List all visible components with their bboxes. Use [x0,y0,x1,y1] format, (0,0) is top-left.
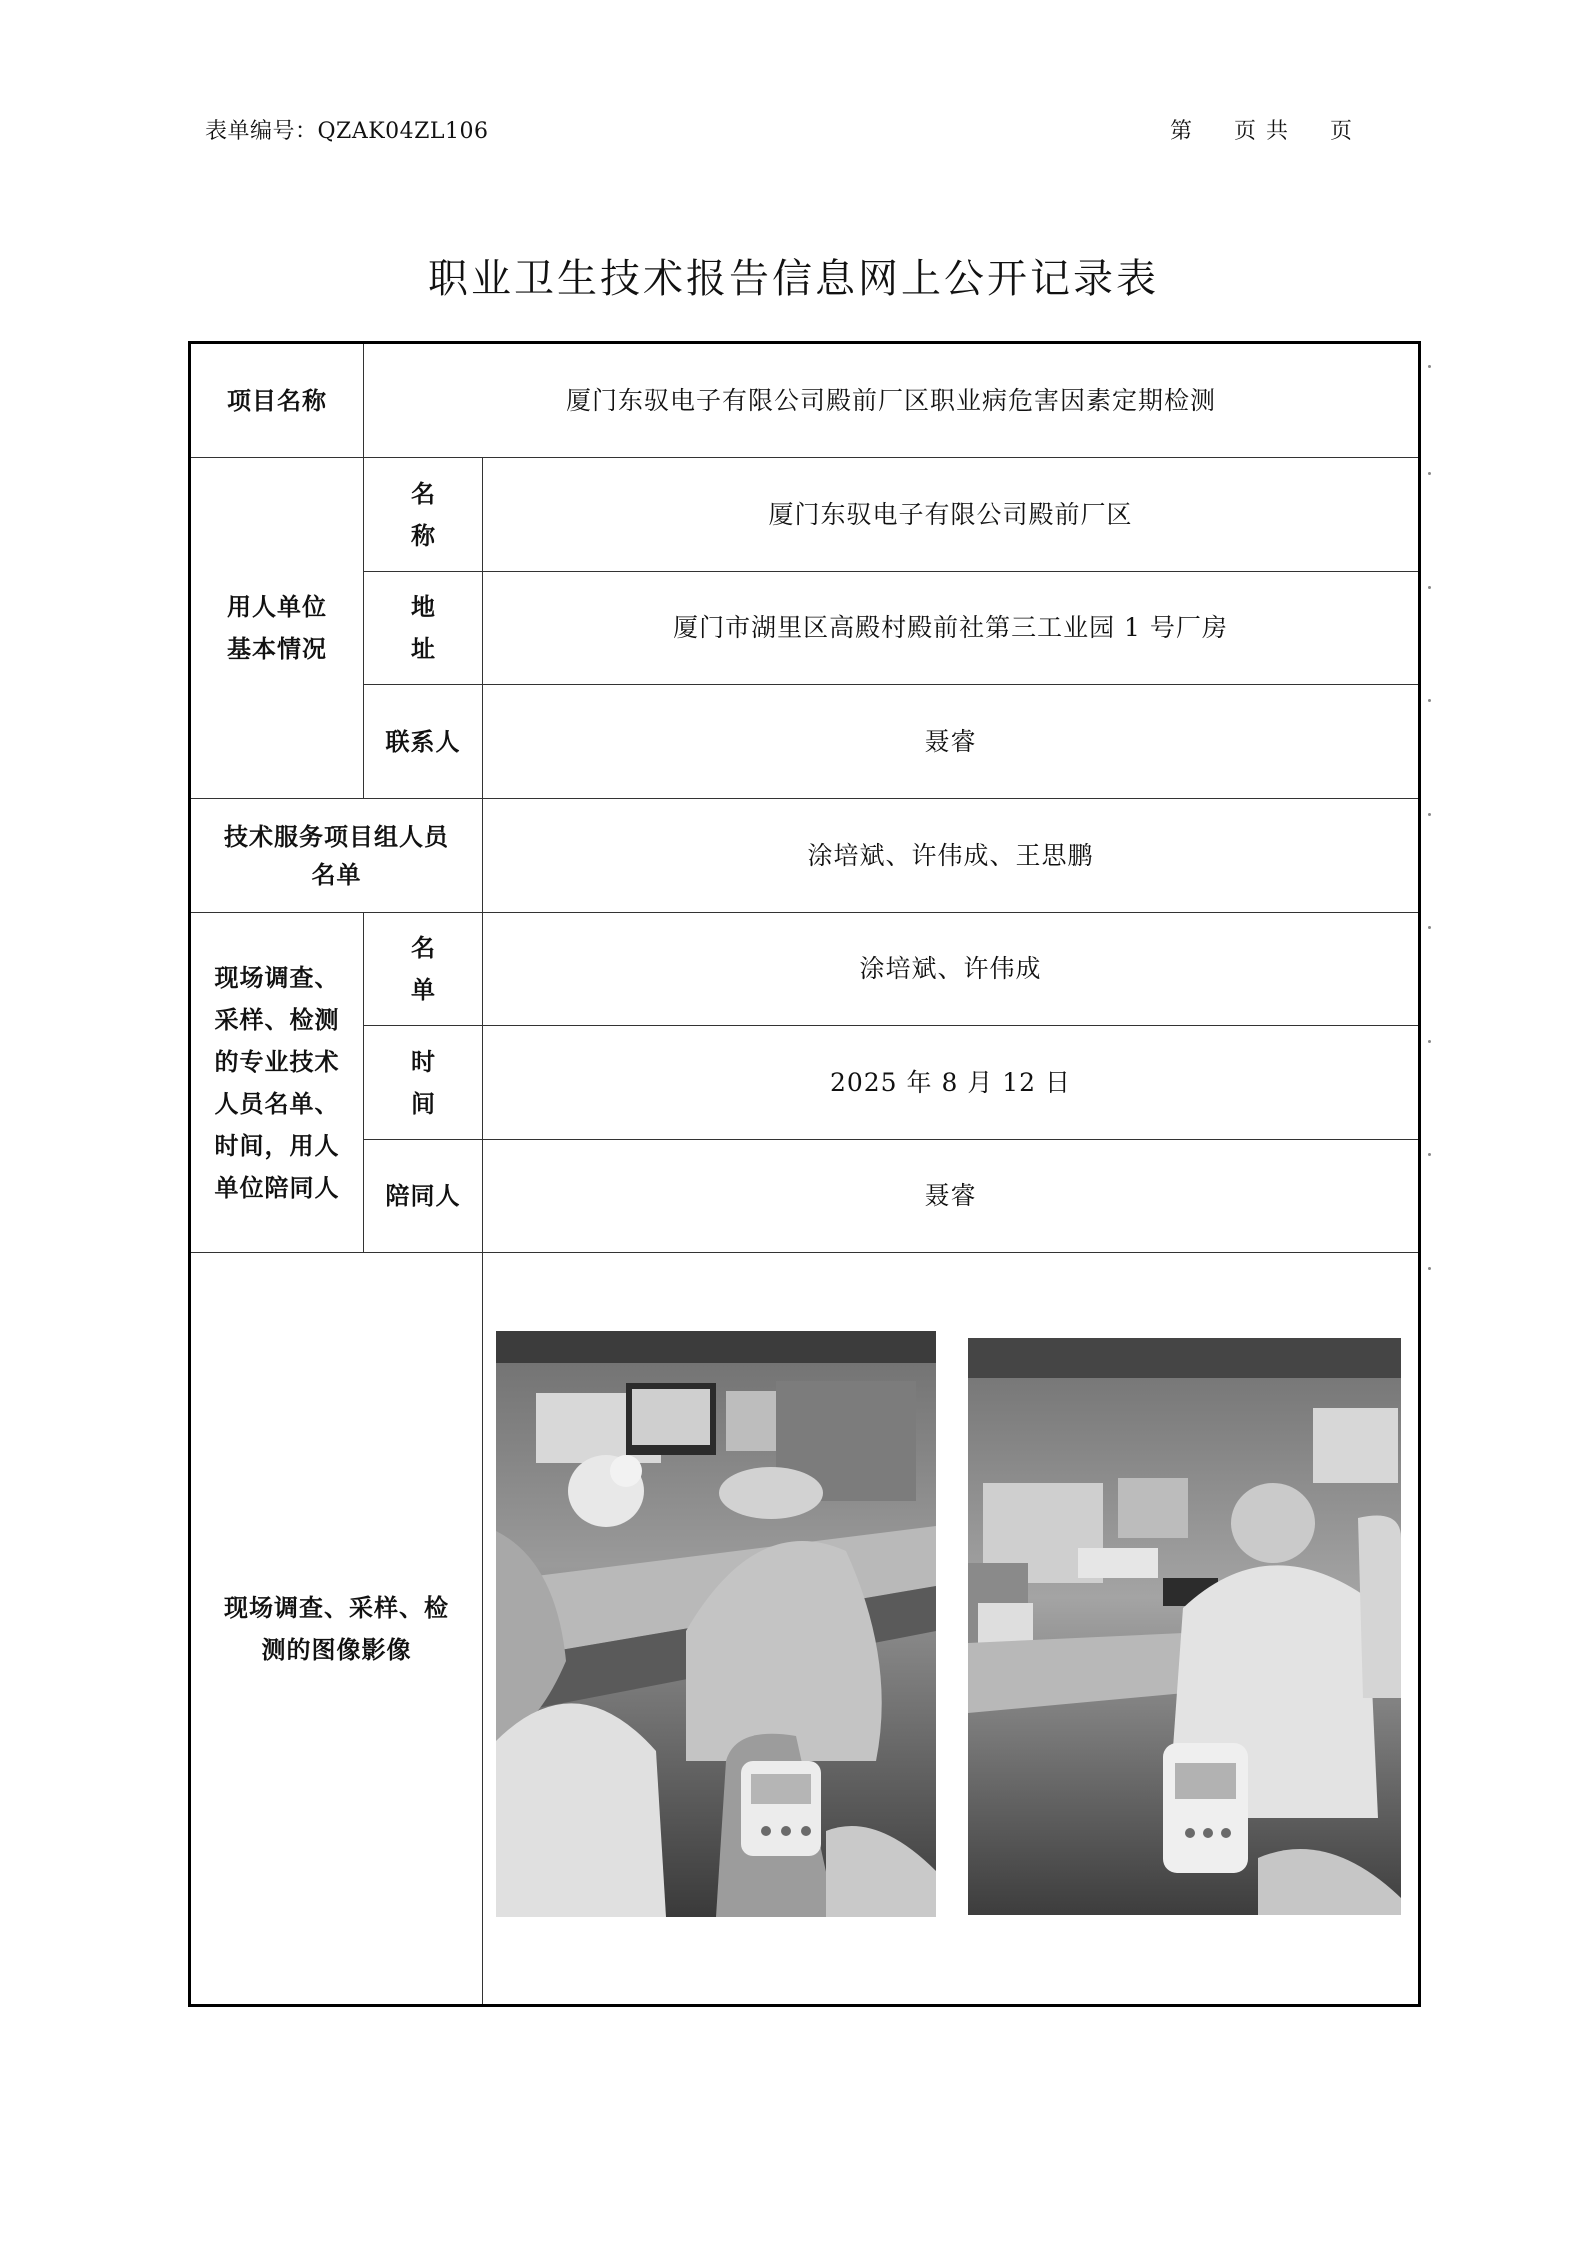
survey-time-label [364,1026,482,1139]
employer-name-value: 厦门东驭电子有限公司殿前厂区 [768,499,1133,529]
survey-group-label-line: 单位陪同人 [214,1173,340,1202]
project-name-value: 厦门东驭电子有限公司殿前厂区职业病危害因素定期检测 [565,385,1216,415]
images-label-line: 现场调查、采样、检 [224,1593,449,1622]
employer-contact-value: 聂睿 [924,726,977,756]
survey-group-label-line: 采样、检测 [214,1005,340,1034]
survey-group-label-line: 人员名单、 [214,1089,340,1118]
survey-list-label-text: 名单 [411,934,463,1004]
team-value: 涂培斌、许伟成、王思鹏 [807,840,1094,870]
survey-group-label [191,913,363,1252]
survey-escort-label: 陪同人 [385,1182,461,1210]
survey-time-value: 2025 年 8 月 12 日 [829,1067,1072,1097]
images-label [191,1253,482,2004]
survey-escort-value: 聂睿 [924,1181,977,1210]
page-counter [1170,114,1352,145]
production-line-photo-icon [496,1331,936,1917]
page-word: 共 [1266,119,1289,144]
team-label [191,799,482,912]
survey-list-label [364,913,482,1025]
survey-list-value: 涂培斌、许伟成 [859,954,1042,983]
employer-address-value: 厦门市湖里区高殿村殿前社第三工业园 1 号厂房 [673,613,1228,642]
survey-group-label-line: 现场调查、 [214,963,340,992]
form-number: 表单编号：QZAK04ZL106 [205,119,489,144]
survey-group-label-line: 时间，用人 [214,1131,340,1160]
employer-name-label-text: 名称 [411,479,463,550]
survey-group-label-line: 的专业技术 [214,1047,340,1076]
employer-contact-label: 联系人 [385,727,461,756]
page-title: 职业卫生技术报告信息网上公开记录表 [428,256,1159,302]
record-table [188,341,1421,2007]
project-name-label: 项目名称 [227,386,327,415]
employer-group-label [191,458,363,798]
page-word: 第 [1170,119,1193,144]
employer-address-label [364,572,482,684]
production-line-photo-right [968,1338,1401,1915]
employer-address-label-text: 地址 [411,593,463,663]
employer-name-label [364,458,482,571]
images-label-line: 测的图像影像 [261,1635,412,1664]
survey-time-label-text: 时间 [411,1047,463,1118]
employer-group-label-line: 用人单位 [227,593,327,621]
page-word: 页 [1234,119,1257,144]
team-label-line: 名单 [311,860,362,889]
team-label-line: 技术服务项目组人员 [224,822,449,851]
employer-group-label-line: 基本情况 [227,635,327,663]
production-line-photo-icon [968,1338,1401,1915]
production-line-photo-left [496,1331,936,1917]
page-word: 页 [1330,119,1353,144]
